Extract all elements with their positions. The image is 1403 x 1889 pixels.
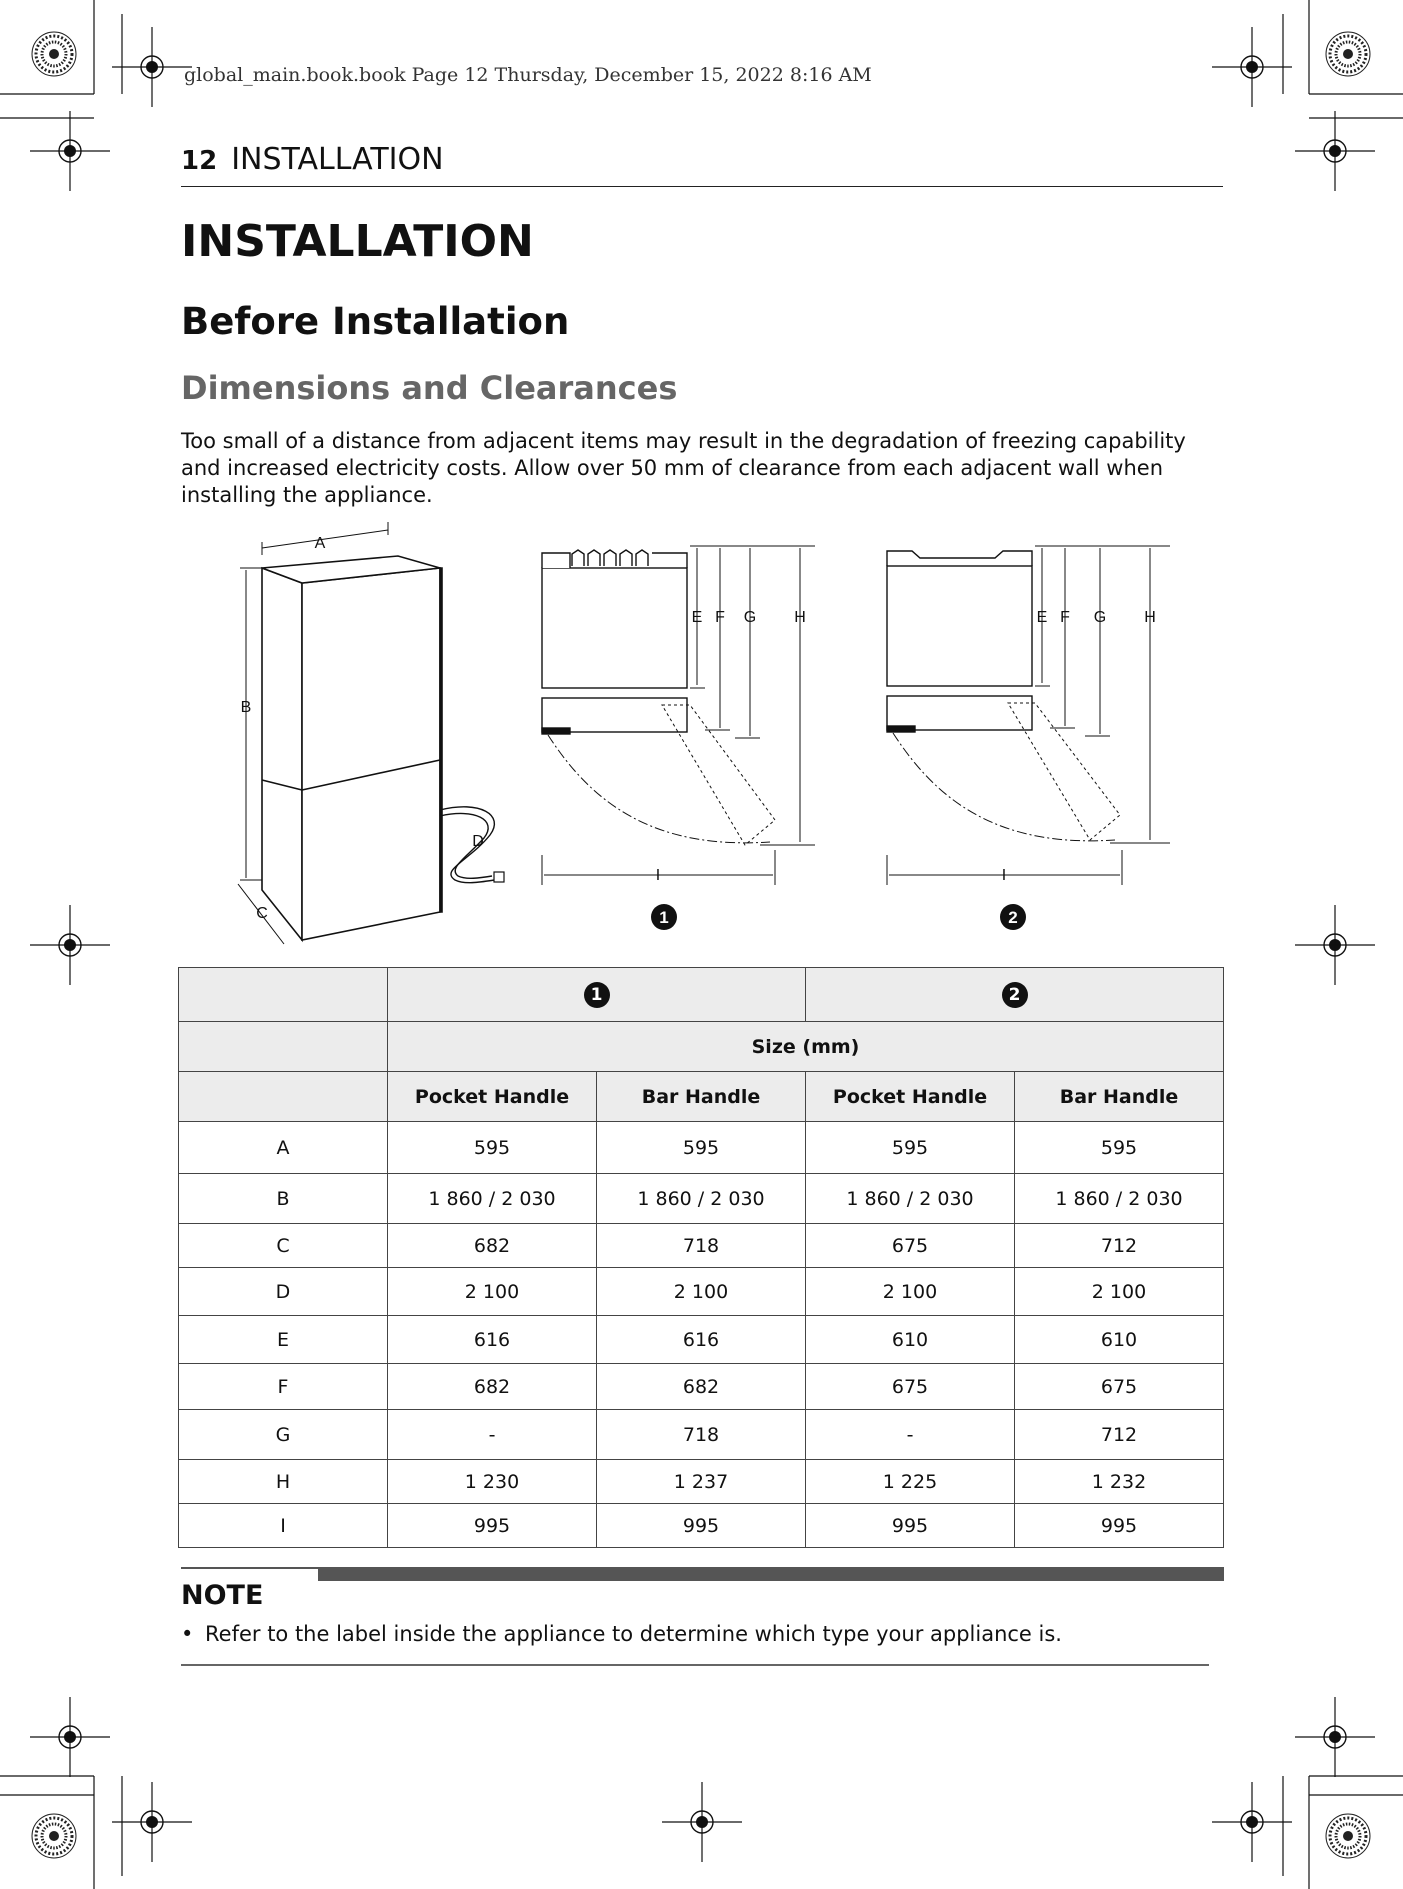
page-title: INSTALLATION bbox=[181, 216, 534, 267]
table-cell: 616 bbox=[388, 1316, 597, 1364]
note-bottom-rule bbox=[181, 1664, 1209, 1666]
table-cell: 2 100 bbox=[388, 1268, 597, 1316]
table-cell: 1 860 / 2 030 bbox=[806, 1174, 1015, 1224]
row-label: A bbox=[179, 1122, 388, 1174]
table-cell: 595 bbox=[388, 1122, 597, 1174]
front-view-fridge bbox=[262, 556, 442, 940]
running-header-section: INSTALLATION bbox=[231, 142, 444, 177]
table-cell: - bbox=[388, 1410, 597, 1460]
section-heading: Dimensions and Clearances bbox=[181, 369, 678, 407]
page-number: 12 bbox=[181, 146, 218, 176]
table-cell: 1 860 / 2 030 bbox=[388, 1174, 597, 1224]
label-d: D bbox=[472, 833, 484, 850]
table-cell: 1 232 bbox=[1015, 1460, 1224, 1504]
label-e-2: E bbox=[1036, 609, 1048, 626]
label-e-1: E bbox=[691, 609, 703, 626]
table-cell: 675 bbox=[806, 1224, 1015, 1268]
label-i-2: I bbox=[1001, 867, 1007, 884]
table-cell: 595 bbox=[1015, 1122, 1224, 1174]
table-cell: 718 bbox=[597, 1410, 806, 1460]
table-cell: 1 237 bbox=[597, 1460, 806, 1504]
table-cell: 995 bbox=[597, 1504, 806, 1548]
label-h-2: H bbox=[1144, 609, 1156, 626]
table-cell: 682 bbox=[388, 1224, 597, 1268]
table-cell: 675 bbox=[1015, 1364, 1224, 1410]
table-cell: 995 bbox=[1015, 1504, 1224, 1548]
label-c: C bbox=[256, 905, 268, 922]
table-row bbox=[179, 1364, 1224, 1410]
table-cell: 712 bbox=[1015, 1224, 1224, 1268]
row-label: H bbox=[179, 1460, 388, 1504]
group-marker-2: 2 bbox=[1002, 982, 1028, 1008]
row-label: G bbox=[179, 1410, 388, 1460]
table-cell: 675 bbox=[806, 1364, 1015, 1410]
label-g-2: G bbox=[1093, 609, 1107, 626]
note-item bbox=[181, 1622, 1062, 1646]
note-text: Refer to the label inside the appliance to determine which type your appliance is. bbox=[205, 1622, 1062, 1646]
table-row bbox=[179, 1268, 1224, 1316]
label-i-1: I bbox=[655, 867, 661, 884]
label-f-1: F bbox=[715, 609, 725, 626]
side-view-1 bbox=[542, 550, 687, 734]
row-label: D bbox=[179, 1268, 388, 1316]
table-cell: 718 bbox=[597, 1224, 806, 1268]
table-group-row bbox=[179, 968, 1224, 1022]
table-row bbox=[179, 1410, 1224, 1460]
table-cell: - bbox=[806, 1410, 1015, 1460]
table-cell: 712 bbox=[1015, 1410, 1224, 1460]
table-row bbox=[179, 1174, 1224, 1224]
table-subheader-row bbox=[179, 1072, 1224, 1122]
table-row bbox=[179, 1122, 1224, 1174]
row-label: E bbox=[179, 1316, 388, 1364]
row-label: F bbox=[179, 1364, 388, 1410]
group-header-1 bbox=[388, 968, 806, 1022]
table-cell: 610 bbox=[806, 1316, 1015, 1364]
subheader-pocket-handle-1: Pocket Handle bbox=[388, 1072, 597, 1122]
subheader-pocket-handle-2: Pocket Handle bbox=[806, 1072, 1015, 1122]
table-cell: 2 100 bbox=[1015, 1268, 1224, 1316]
table-size-row bbox=[179, 1022, 1224, 1072]
table-cell: 610 bbox=[1015, 1316, 1224, 1364]
table-cell: 2 100 bbox=[806, 1268, 1015, 1316]
table-corner-cell bbox=[179, 1022, 388, 1072]
table-cell: 595 bbox=[597, 1122, 806, 1174]
table-corner-cell bbox=[179, 1072, 388, 1122]
label-a: A bbox=[314, 535, 326, 552]
print-slug: global_main.book.book Page 12 Thursday, December 15, 2022 8:16 AM bbox=[184, 64, 872, 86]
bullet-icon: • bbox=[181, 1622, 194, 1646]
note-title: NOTE bbox=[181, 1580, 264, 1611]
note-bar bbox=[318, 1567, 1224, 1581]
row-label: C bbox=[179, 1224, 388, 1268]
table-row bbox=[179, 1316, 1224, 1364]
table-cell: 995 bbox=[806, 1504, 1015, 1548]
table-cell: 682 bbox=[597, 1364, 806, 1410]
group-marker-1: 1 bbox=[584, 982, 610, 1008]
row-label: B bbox=[179, 1174, 388, 1224]
table-cell: 682 bbox=[388, 1364, 597, 1410]
table-cell: 1 860 / 2 030 bbox=[1015, 1174, 1224, 1224]
table-corner-cell bbox=[179, 968, 388, 1022]
side-view-2 bbox=[887, 551, 1032, 732]
marker-1: 1 bbox=[659, 908, 669, 927]
table-cell: 616 bbox=[597, 1316, 806, 1364]
table-row bbox=[179, 1460, 1224, 1504]
table-cell: 1 230 bbox=[388, 1460, 597, 1504]
table-row bbox=[179, 1224, 1224, 1268]
label-f-2: F bbox=[1060, 609, 1070, 626]
table-cell: 595 bbox=[806, 1122, 1015, 1174]
subtitle: Before Installation bbox=[181, 300, 570, 343]
label-g-1: G bbox=[743, 609, 757, 626]
table-row bbox=[179, 1504, 1224, 1548]
table-cell: 1 860 / 2 030 bbox=[597, 1174, 806, 1224]
size-header: Size (mm) bbox=[388, 1022, 1224, 1072]
note-top-rule bbox=[181, 1567, 319, 1569]
subheader-bar-handle-1: Bar Handle bbox=[597, 1072, 806, 1122]
subheader-bar-handle-2: Bar Handle bbox=[1015, 1072, 1224, 1122]
group-header-2 bbox=[806, 968, 1224, 1022]
table-cell: 995 bbox=[388, 1504, 597, 1548]
intro-paragraph: Too small of a distance from adjacent items may result in the degradation of freezing capability and increased electricity costs. Allow over 50 mm of clearance from each adjacent wall when installing the appliance. bbox=[181, 429, 1186, 507]
label-h-1: H bbox=[794, 609, 806, 626]
table-cell: 2 100 bbox=[597, 1268, 806, 1316]
label-b: B bbox=[240, 699, 252, 716]
marker-2: 2 bbox=[1008, 908, 1018, 927]
dimensions-table bbox=[178, 967, 1224, 1548]
row-label: I bbox=[179, 1504, 388, 1548]
table-cell: 1 225 bbox=[806, 1460, 1015, 1504]
